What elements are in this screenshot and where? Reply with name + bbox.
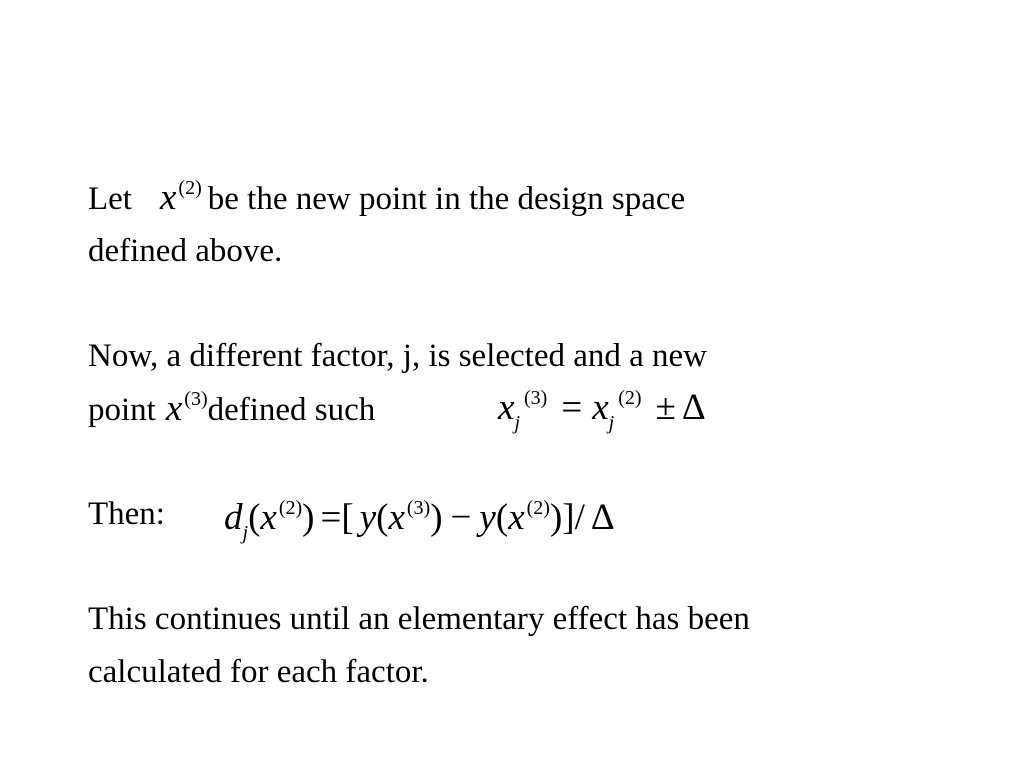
math-x: x	[159, 177, 177, 218]
math-sup: (3)	[406, 497, 431, 519]
math-paren: (	[376, 497, 389, 538]
math-x: x	[498, 387, 515, 428]
math-paren: (	[248, 497, 261, 538]
math-bracket: [	[341, 497, 354, 538]
math-d: d	[224, 497, 243, 538]
math-y: y	[479, 497, 496, 538]
equation-perturbation	[498, 388, 706, 433]
math-x: x	[508, 497, 525, 538]
math-paren-bracket: )]	[549, 497, 575, 538]
math-x: x	[260, 497, 277, 538]
math-sub: j	[514, 412, 520, 434]
para4-line2: calculated for each factor.	[88, 654, 429, 690]
math-plus-minus: ±	[655, 387, 676, 428]
defined-such-text: defined such	[207, 392, 376, 428]
math-y: y	[359, 497, 377, 538]
math-slash: /	[574, 497, 585, 538]
math-sub: j	[242, 522, 249, 544]
math-sup: (2)	[618, 387, 642, 409]
math-paren: )	[430, 497, 443, 538]
para1-text: be the new point in the design space	[207, 181, 686, 217]
math-sup: (3)	[184, 388, 208, 410]
para2-line2	[88, 389, 375, 434]
math-x: x	[388, 497, 405, 538]
math-equals: =	[561, 387, 583, 428]
math-sup: (3)	[524, 387, 548, 409]
word-point: point	[88, 392, 156, 428]
para4-line1: This continues until an elementary effect has been	[88, 601, 750, 637]
math-x: x	[165, 388, 183, 429]
math-minus: −	[450, 497, 472, 538]
math-delta: Δ	[681, 387, 706, 428]
word-let: Let	[88, 181, 132, 217]
math-delta: Δ	[590, 497, 615, 538]
math-paren: )	[302, 497, 315, 538]
math-sup: (2)	[278, 497, 303, 519]
math-sup: (2)	[178, 177, 202, 199]
math-paren: (	[495, 497, 509, 538]
math-sub: j	[608, 412, 615, 434]
para2-line1: Now, a different factor, j, is selected and a new	[88, 338, 708, 374]
equation-elementary-effect	[224, 498, 615, 543]
para1-line1	[88, 178, 685, 223]
math-equals: =	[320, 497, 342, 538]
math-sup: (2)	[526, 497, 550, 519]
para1-line2: defined above.	[88, 233, 283, 269]
math-x: x	[592, 387, 609, 428]
then-label: Then:	[88, 496, 165, 532]
